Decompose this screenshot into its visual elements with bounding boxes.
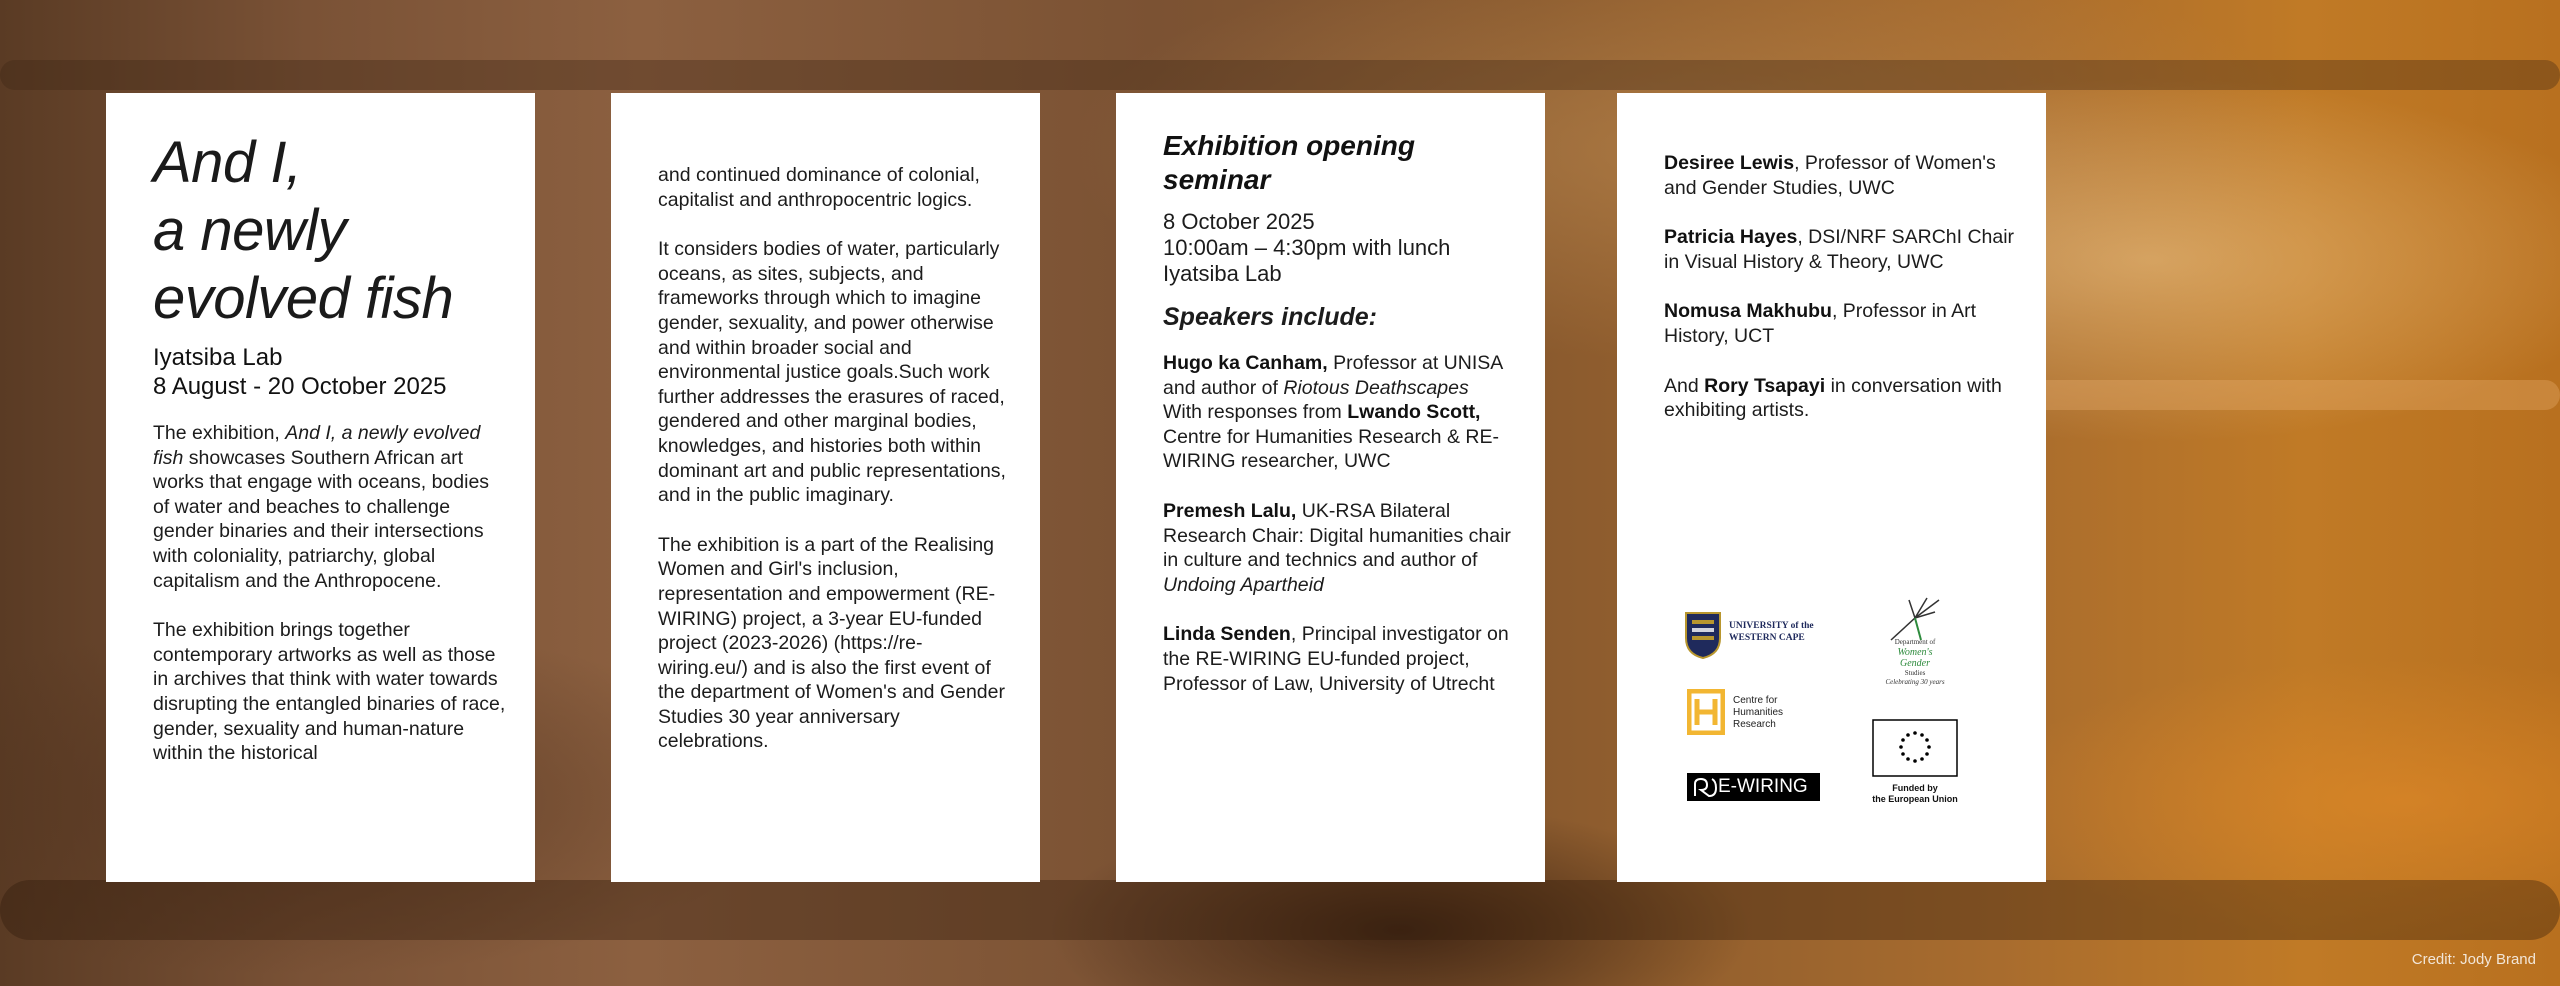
exhibition-title xyxy=(153,129,507,333)
rewiring-logo xyxy=(1687,773,1822,803)
eu-text: Funded by xyxy=(1892,783,1938,793)
uwc-logo xyxy=(1683,610,1823,660)
title-line: evolved fish xyxy=(153,266,454,331)
uwc-name-line: UNIVERSITY of the xyxy=(1729,621,1814,631)
wgs-text: Women's xyxy=(1897,647,1933,658)
chr-text: Research xyxy=(1733,719,1776,730)
chr-mark-icon xyxy=(1687,689,1725,735)
title-line: And I, xyxy=(153,130,302,195)
uwc-name-line: WESTERN CAPE xyxy=(1729,633,1805,643)
rewiring-text: E-WIRING xyxy=(1718,776,1808,797)
chr-text: Centre for xyxy=(1733,695,1778,706)
wgs-text: Studies xyxy=(1904,669,1926,677)
chr-logo xyxy=(1687,689,1807,737)
intro-paragraph: The exhibition, And I, a newly evolved fish showcases Southern African art works that engage with oceans, bodies of water and beaches to challenge gender binaries and their intersections with coloniality, patriarchy, global capitalism and the Anthropocene. xyxy=(153,422,490,592)
uwc-crest-icon xyxy=(1683,610,1723,660)
bird-of-paradise-icon xyxy=(1883,596,1943,642)
seminar-date: 8 October 2025 xyxy=(1163,209,1315,234)
panel-speakers xyxy=(1617,93,2046,882)
panel-description xyxy=(611,93,1040,882)
title-line: a newly xyxy=(153,198,347,263)
panel-intro xyxy=(106,93,535,882)
background-texture xyxy=(0,60,2560,90)
eu-text: the European Union xyxy=(1872,794,1958,804)
speaker-entry: Desiree Lewis, Professor of Women's and Gender Studies, UWC xyxy=(1664,152,1996,199)
speaker-entry: Patricia Hayes, DSI/NRF SARChI Chair in Visual History & Theory, UWC xyxy=(1664,226,2015,273)
rewiring-r-icon xyxy=(1692,776,1720,798)
speaker-entry: And Rory Tsapayi in conversation with exhibiting artists. xyxy=(1664,374,2002,422)
dates: 8 August - 20 October 2025 xyxy=(153,373,447,400)
eu-flag-icon xyxy=(1872,719,1958,777)
speaker-entry: Nomusa Makhubu, Professor in Art History, UCT xyxy=(1664,300,1977,347)
chr-text: Humanities xyxy=(1733,707,1784,718)
wgs-text: Gender xyxy=(1900,658,1930,669)
seminar-venue: Iyatsiba Lab xyxy=(1163,261,1282,286)
seminar-title: Exhibition opening seminar xyxy=(1163,130,1415,195)
speakers-heading: Speakers include: xyxy=(1163,303,1377,331)
venue: Iyatsiba Lab xyxy=(153,344,283,371)
venue-dates xyxy=(153,343,507,401)
body-paragraph: The exhibition brings together contemporary artworks as well as those in archives that think with water towards disrupting the entangled binaries of race, gender, sexuality and human-nature within the historical xyxy=(153,619,506,765)
seminar-info xyxy=(1163,209,1517,287)
body-paragraph: It considers bodies of water, particularly oceans, as sites, subjects, and frameworks through which to imagine gender, sexuality, and power otherwise and within broader social and environmental justice goals.Such work further addresses the erasures of raced, gendered and other marginal bodies, knowledges, and histories both within dominant art and public representations, and in the public imaginary. xyxy=(658,238,1006,507)
wgs-text: Celebrating 30 years xyxy=(1885,678,1945,686)
seminar-time: 10:00am – 4:30pm with lunch xyxy=(1163,235,1451,260)
body-paragraph: The exhibition is a part of the Realising Women and Girl's inclusion, representation and empowerment (RE-WIRING) project, a 3-year EU-funded project (2023-2026) (https://re-wiring.eu/) and is also the first event of the department of Women's and Gender Studies 30 year anniversary celebrations. xyxy=(658,533,1005,753)
background-texture xyxy=(0,880,2560,940)
speaker-entry: Hugo ka Canham, Professor at UNISA and author of Riotous Deathscapes With responses from Lwando Scott, Centre for Humanities Research & RE-WIRING researcher, UWC xyxy=(1163,352,1503,473)
wgs-logo xyxy=(1875,596,1955,692)
eu-logo xyxy=(1870,719,1960,815)
photo-credit: Credit: Jody Brand xyxy=(2411,951,2536,968)
speaker-entry: Linda Senden, Principal investigator on the RE-WIRING EU-funded project, Professor of Law, University of Utrecht xyxy=(1163,623,1509,695)
wgs-text: Department of xyxy=(1894,638,1936,646)
panel-seminar xyxy=(1116,93,1545,882)
speaker-entry: Premesh Lalu, UK-RSA Bilateral Research Chair: Digital humanities chair in culture and technics and author of Undoing Apartheid xyxy=(1163,499,1511,596)
body-paragraph: and continued dominance of colonial, capitalist and anthropocentric logics. xyxy=(658,164,980,211)
